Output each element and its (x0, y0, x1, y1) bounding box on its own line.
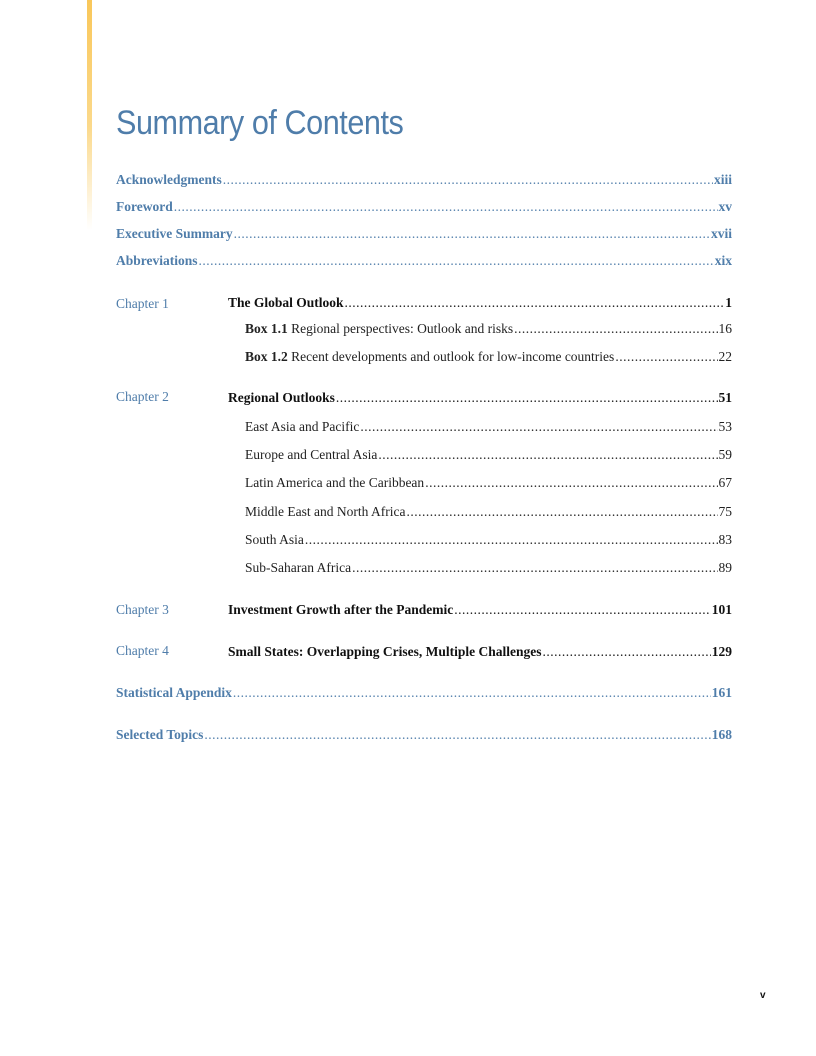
toc-entry-label: Statistical Appendix (116, 685, 232, 700)
chapter-label: Chapter 1 (116, 296, 169, 311)
toc-entry-page: 89 (718, 560, 732, 575)
dot-leader (360, 418, 717, 436)
toc-entry-page: 161 (711, 685, 732, 700)
toc-entry-box-1-1[interactable] (245, 320, 732, 338)
toc-entry-page: 67 (718, 475, 732, 490)
dot-leader (352, 559, 717, 577)
toc-entry-page: 168 (711, 727, 732, 742)
dot-leader (204, 726, 710, 744)
chapter-label: Chapter 4 (116, 643, 169, 658)
toc-entry-page: 22 (718, 349, 732, 364)
toc-entry-sub-saharan-africa[interactable] (245, 559, 732, 577)
box-title: Regional perspectives: Outlook and risks (287, 321, 514, 336)
dot-leader (425, 474, 717, 492)
toc-entry-selected-topics[interactable] (116, 726, 732, 744)
page-number: v (760, 990, 766, 1001)
toc-entry-label: Investment Growth after the Pandemic (228, 602, 454, 617)
toc-entry-label: East Asia and Pacific (245, 419, 360, 434)
chapter-label: Chapter 2 (116, 389, 169, 404)
dot-leader (406, 503, 717, 521)
toc-entry-page: 59 (718, 447, 732, 462)
toc-entry-chapter-2[interactable] (228, 389, 732, 407)
toc-entry-label: Foreword (116, 199, 173, 214)
toc-entry-label: Small States: Overlapping Crises, Multiple Challenges (228, 644, 542, 659)
dot-leader (454, 601, 711, 619)
toc-entry-latin-america[interactable] (245, 474, 732, 492)
toc-entry-label: Selected Topics (116, 727, 204, 742)
toc-entry-chapter-3[interactable] (228, 601, 732, 619)
toc-entry-label: Abbreviations (116, 253, 198, 268)
dot-leader (543, 643, 711, 661)
toc-entry-label (245, 348, 614, 366)
toc-entry-label: Latin America and the Caribbean (245, 475, 425, 490)
toc-entry-page: 51 (718, 390, 732, 405)
toc-entry-chapter-4[interactable] (228, 643, 732, 661)
toc-entry-page: 16 (718, 321, 732, 336)
toc-entry-abbreviations[interactable] (116, 252, 732, 270)
toc-entry-box-1-2[interactable] (245, 348, 732, 366)
toc-entry-page: xix (714, 253, 732, 268)
box-number: Box 1.2 (245, 349, 288, 364)
toc-entry-page: xvii (710, 226, 732, 241)
toc-entry-chapter-1[interactable] (228, 294, 732, 312)
toc-entry-label: Executive Summary (116, 226, 233, 241)
toc-entry-page: 1 (725, 295, 732, 310)
box-title: Recent developments and outlook for low-income countries (287, 349, 615, 364)
toc-entry-label: Regional Outlooks (228, 390, 335, 405)
toc-entry-foreword[interactable] (116, 198, 732, 216)
toc-entry-page: 83 (718, 532, 732, 547)
toc-entry-page: 53 (718, 419, 732, 434)
toc-entry-label: The Global Outlook (228, 295, 344, 310)
dot-leader (615, 348, 717, 366)
dot-leader (223, 171, 713, 189)
chapter-label: Chapter 3 (116, 602, 169, 617)
toc-entry-east-asia[interactable] (245, 418, 732, 436)
toc-entry-label: Europe and Central Asia (245, 447, 378, 462)
toc-entry-page: 129 (711, 644, 732, 659)
box-number: Box 1.1 (245, 321, 288, 336)
decorative-edge-bar (87, 0, 92, 230)
dot-leader (174, 198, 718, 216)
toc-entry-label (245, 320, 513, 338)
dot-leader (336, 389, 718, 407)
dot-leader (514, 320, 717, 338)
toc-entry-page: 75 (718, 504, 732, 519)
toc-entry-page: xv (718, 199, 732, 214)
toc-entry-acknowledgments[interactable] (116, 171, 732, 189)
toc-entry-mena[interactable] (245, 503, 732, 521)
toc-entry-label: Sub-Saharan Africa (245, 560, 352, 575)
toc-entry-label: Middle East and North Africa (245, 504, 406, 519)
dot-leader (378, 446, 717, 464)
page-title: Summary of Contents (116, 104, 404, 142)
toc-entry-page: xiii (713, 172, 732, 187)
dot-leader (199, 252, 714, 270)
toc-entry-south-asia[interactable] (245, 531, 732, 549)
dot-leader (234, 225, 710, 243)
toc-entry-europe[interactable] (245, 446, 732, 464)
dot-leader (305, 531, 718, 549)
dot-leader (233, 684, 711, 702)
toc-entry-executive-summary[interactable] (116, 225, 732, 243)
dot-leader (345, 294, 725, 312)
toc-entry-statistical-appendix[interactable] (116, 684, 732, 702)
toc-entry-label: South Asia (245, 532, 304, 547)
toc-entry-label: Acknowledgments (116, 172, 222, 187)
toc-entry-page: 101 (711, 602, 732, 617)
